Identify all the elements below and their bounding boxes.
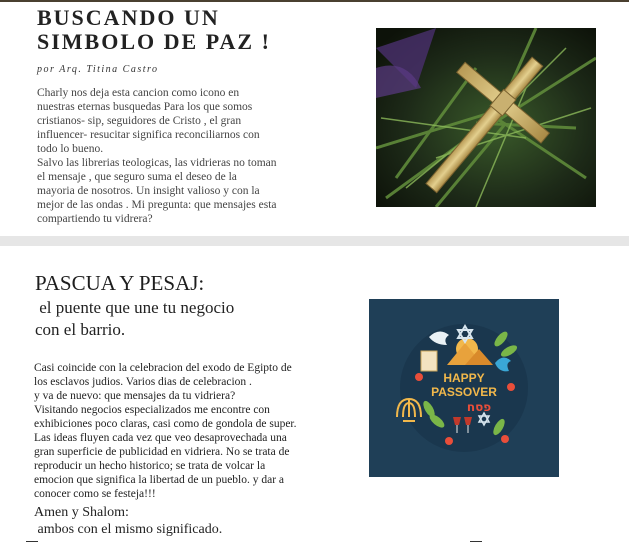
body-line: conocer como se festeja!!! <box>34 488 156 500</box>
article1-title-line: SIMBOLO DE PAZ ! <box>37 29 271 54</box>
badge-passover-text: PASSOVER <box>431 385 497 399</box>
body-line: Casi coincide con la celebracion del exodo de Egipto de <box>34 362 292 374</box>
subtitle-line: el puente que une tu negocio <box>35 298 235 317</box>
closing-line: ambos con el mismo significado. <box>34 522 223 537</box>
body-line: los esclavos judios. Varios dias de celebracion . <box>34 376 252 388</box>
body-line: emocion que significa la libertad de un pueblo. y dar a <box>34 474 285 486</box>
body-line: y va de nuevo: que mensajes da tu vidriera? <box>34 390 236 402</box>
body-line: Visitando negocios especializados me encontre con <box>34 404 270 416</box>
body-line: influencer- resucitar significa reconciliarnos con <box>37 129 260 141</box>
corner-mark <box>26 541 38 542</box>
body-line: compartiendo tu vidrera? <box>37 213 153 225</box>
article2-subtitle <box>35 297 234 341</box>
body-line: nuestras eternas busquedas Para los que somos <box>37 101 253 113</box>
article2-closing <box>34 504 222 538</box>
palm-cross-image <box>376 28 596 207</box>
article2-title: PASCUA Y PESAJ: <box>35 271 205 295</box>
body-line: reproducir un hecho historico; se trata de volcar la <box>34 460 266 472</box>
subtitle-line: con el barrio. <box>35 320 126 339</box>
body-line: Salvo las librerias teologicas, las vidrieras no toman <box>37 157 277 169</box>
corner-mark <box>470 541 482 542</box>
article2-body <box>34 361 344 501</box>
passover-image <box>369 299 559 477</box>
body-line: exhibiciones poco claras, casi como de gondola de super. <box>34 418 297 430</box>
article1-title <box>37 6 357 54</box>
badge-hebrew-text: פסח <box>466 400 492 414</box>
article1-body <box>37 86 327 226</box>
body-line: Charly nos deja esta cancion como icono en <box>37 87 240 99</box>
body-line: mayoria de nosotros. Un insight valioso y con la <box>37 185 260 197</box>
top-rule <box>0 0 629 2</box>
body-line: gran superficie de publicidad en vidriera. No se trata de <box>34 446 290 458</box>
section-divider <box>0 236 629 246</box>
article1-title-line: BUSCANDO UN <box>37 5 220 30</box>
body-line: mejor de las ondas . Mi pregunta: que mensajes esta <box>37 199 277 211</box>
body-line: todo lo bueno. <box>37 143 104 155</box>
article1-byline: por Arq. Titina Castro <box>37 64 159 75</box>
body-line: cristianos- sip, seguidores de Cristo , el gran <box>37 115 242 127</box>
badge-happy-text: HAPPY <box>443 371 485 385</box>
body-line: Las ideas fluyen cada vez que veo desaprovechada una <box>34 432 287 444</box>
closing-line: Amen y Shalom: <box>34 505 129 520</box>
body-line: el mensaje , que seguro suma el deseo de la <box>37 171 237 183</box>
